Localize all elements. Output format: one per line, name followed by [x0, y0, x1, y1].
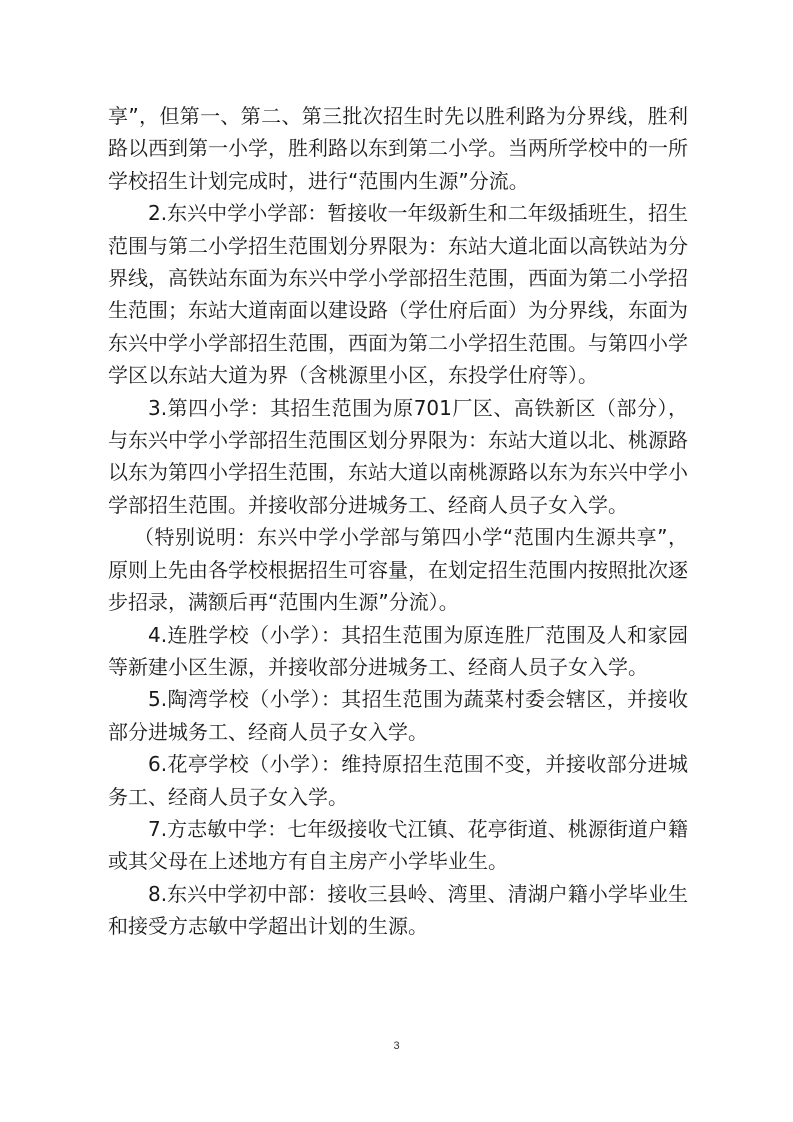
paragraph-item-5: 5.陶湾学校（小学）：其招生范围为蔬菜村委会辖区，并接收部分进城务工、经商人员子女入学。 — [108, 687, 688, 744]
paragraph-item-4: 4.连胜学校（小学）：其招生范围为原连胜厂范围及人和家园等新建小区生源，并接收部分进城务工、经商人员子女入学。 — [108, 622, 688, 679]
paragraph-item-7: 7.方志敏中学：七年级接收弋江镇、花亭街道、桃源街道户籍或其父母在上述地方有自主房产小学毕业生。 — [108, 816, 688, 874]
document-body — [108, 100, 688, 943]
paragraph-continuation: 享”，但第一、第二、第三批次招生时先以胜利路为分界线，胜利路以西到第一小学，胜利路以东到第二小学。当两所学校中的一所学校招生计划完成时，进行“范围内生源”分流。 — [108, 104, 688, 193]
paragraph-item-6: 6.花亭学校（小学）：维持原招生范围不变，并接收部分进城务工、经商人员子女入学。 — [108, 752, 688, 809]
paragraph-item-2: 2.东兴中学小学部：暂接收一年级新生和二年级插班生，招生范围与第二小学招生范围划分界限为：东站大道北面以高铁站为分界线，高铁站东面为东兴中学小学部招生范围，西面为第二小学招生范围；东站大道南面以建设路（学仕府后面）为分界线，东面为东兴中学小学部招生范围，西面为第二小学招生范围。与第四小学学区以东站大道为界（含桃源里小区，东投学仕府等）。 — [108, 201, 688, 388]
page-number: 3 — [393, 1040, 400, 1052]
paragraph-item-8: 8.东兴中学初中部：接收三县岭、湾里、清湖户籍小学毕业生和接受方志敏中学超出计划的生源。 — [108, 881, 688, 939]
paragraph-special-note: （特别说明：东兴中学小学部与第四小学“范围内生源共享”，原则上先由各学校根据招生可容量，在划定招生范围内按照批次逐步招录，满额后再“范围内生源”分流）。 — [108, 525, 688, 615]
paragraph-item-3: 3.第四小学：其招生范围为原701厂区、高铁新区（部分），与东兴中学小学部招生范围区划分界限为：东站大道以北、桃源路以东为第四小学招生范围，东站大道以南桃源路以东为东兴中学小学部招生范围。并接收部分进城务工、经商人员子女入学。 — [108, 395, 688, 517]
